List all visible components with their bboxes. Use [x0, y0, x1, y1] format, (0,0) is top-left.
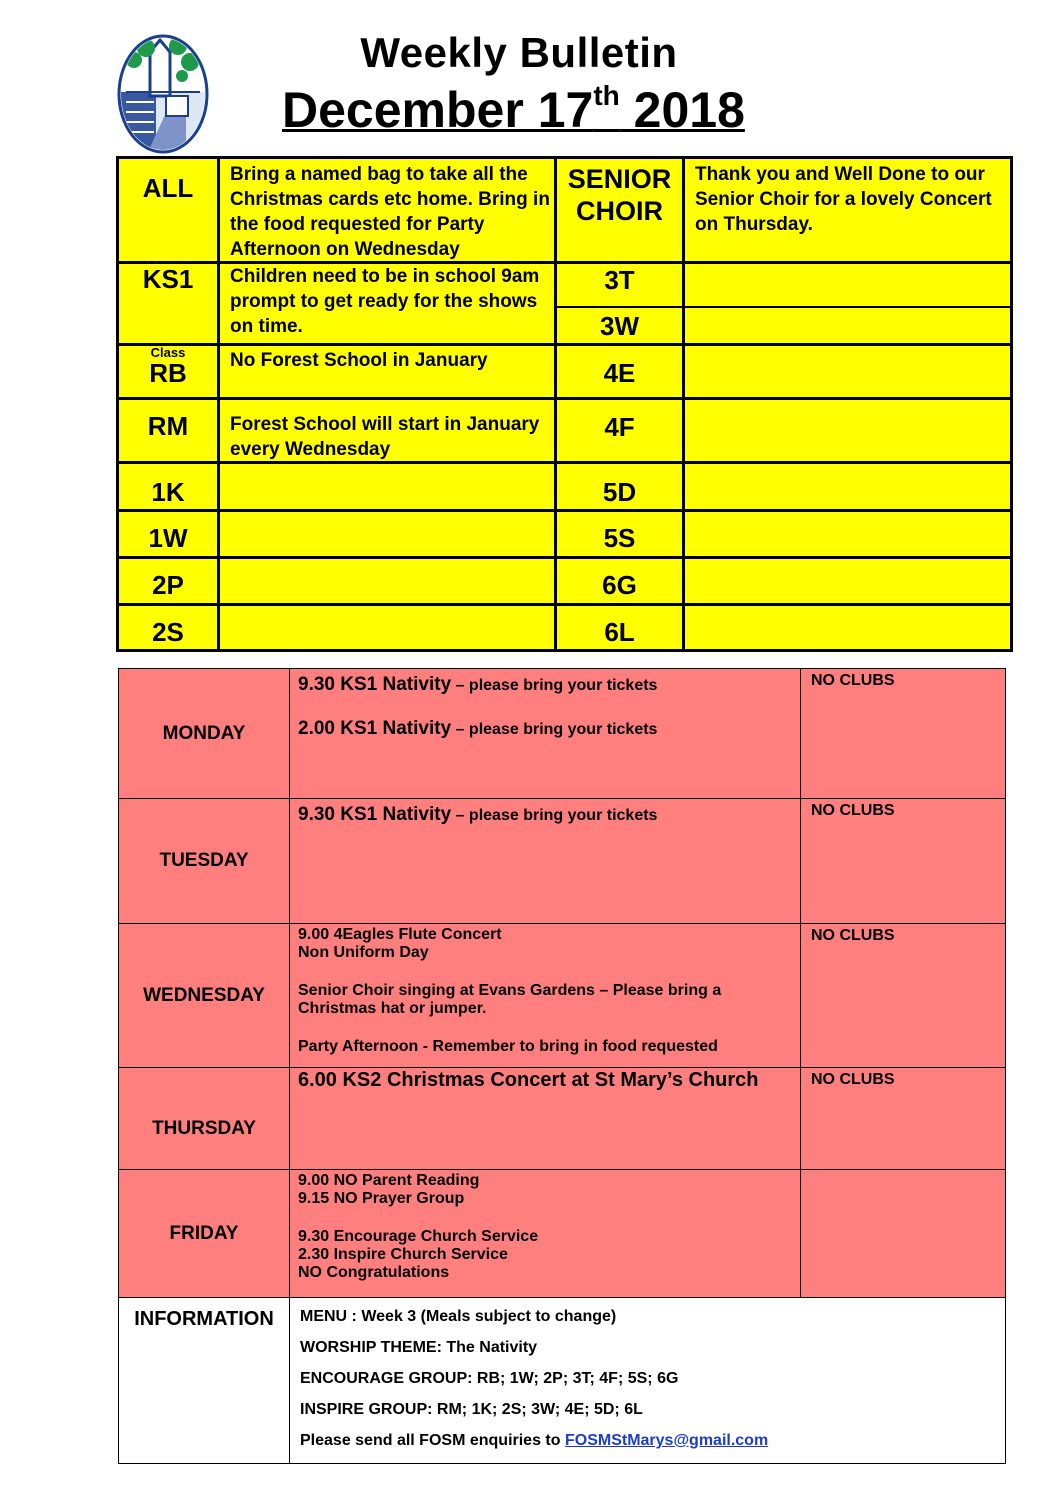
monday-event-1-note: – please bring your tickets: [451, 677, 658, 694]
information-details: [290, 1298, 1006, 1464]
thursday-events: [290, 1068, 801, 1170]
tuesday-event-1-note: – please bring your tickets: [451, 807, 658, 824]
friday-event-4: 2.30 Inspire Church Service: [298, 1246, 508, 1263]
class-2p-label: 2P: [152, 570, 184, 600]
wednesday-event-4: Party Afternoon - Remember to bring in food requested: [298, 1038, 718, 1055]
class-ks1-label: KS1: [142, 264, 194, 294]
friday-clubs: [801, 1170, 1006, 1298]
day-monday: MONDAY: [119, 669, 290, 799]
wednesday-events: [290, 924, 801, 1068]
class-4f-label: 4F: [604, 412, 635, 442]
table-row: [119, 799, 1006, 924]
monday-event-1: 9.30 KS1 Nativity: [298, 674, 452, 695]
class-rm-label: RM: [147, 411, 189, 441]
class-ks1-note: Children need to be in school 9am prompt to get ready for the shows on time.: [230, 266, 540, 337]
class-all-label: ALL: [142, 173, 194, 203]
info-worship-theme: WORSHIP THEME: The Nativity: [300, 1339, 538, 1356]
friday-event-3: 9.30 Encourage Church Service: [298, 1228, 539, 1245]
class-3t-label: 3T: [604, 265, 635, 295]
tuesday-events: [290, 799, 801, 924]
class-rb-note: No Forest School in January: [230, 350, 488, 371]
day-wednesday: WEDNESDAY: [119, 924, 290, 1068]
class-3w-label: 3W: [600, 311, 639, 341]
tuesday-event-1: 9.30 KS1 Nativity: [298, 804, 452, 825]
table-row: [119, 924, 1006, 1068]
class-rb-name: RB: [149, 358, 187, 388]
info-fosm: [300, 1432, 995, 1463]
class-5d-label: 5D: [602, 477, 637, 507]
class-4e-label: 4E: [603, 358, 636, 388]
day-friday: FRIDAY: [119, 1170, 290, 1298]
table-row: [119, 669, 1006, 799]
monday-event-2-note: – please bring your tickets: [451, 721, 658, 738]
day-thursday: THURSDAY: [119, 1068, 290, 1170]
wednesday-clubs: NO CLUBS: [801, 924, 1006, 1068]
info-inspire-group: INSPIRE GROUP: RM; 1K; 2S; 3W; 4E; 5D; 6L: [300, 1401, 643, 1418]
bulletin-date: December 17th 2018: [282, 80, 745, 138]
tuesday-clubs: NO CLUBS: [801, 799, 1006, 924]
monday-clubs: NO CLUBS: [801, 669, 1006, 799]
class-rb-label: [119, 346, 217, 386]
class-rb-prefix: Class: [150, 345, 186, 360]
monday-events: [290, 669, 801, 799]
bulletin-title: Weekly Bulletin: [360, 29, 678, 76]
table-row: [119, 1068, 1006, 1170]
class-all-note: Bring a named bag to take all the Christmas cards etc home. Bring in the food requested for Party Afternoon on Wednesday: [230, 164, 550, 260]
fosm-email-link[interactable]: FOSMStMarys@gmail.com: [564, 1432, 769, 1449]
wednesday-event-1: 9.00 4Eagles Flute Concert: [298, 926, 502, 943]
monday-event-2: 2.00 KS1 Nativity: [298, 718, 452, 739]
class-2s-label: 2S: [152, 617, 184, 647]
class-6l-label: 6L: [604, 617, 635, 647]
thursday-clubs: NO CLUBS: [801, 1068, 1006, 1170]
information-label: INFORMATION: [119, 1298, 290, 1464]
friday-event-2: 9.15 NO Prayer Group: [298, 1190, 465, 1207]
table-row: [119, 1298, 1006, 1464]
friday-events: [290, 1170, 801, 1298]
class-1k-label: 1K: [151, 477, 185, 507]
class-notices-grid: [116, 156, 1013, 652]
weekly-schedule-table: [118, 668, 1006, 1464]
class-rm-note: Forest School will start in January every Wednesday: [230, 414, 540, 460]
info-fosm-text: Please send all FOSM enquiries to: [300, 1432, 565, 1449]
day-tuesday: TUESDAY: [119, 799, 290, 924]
table-row: [119, 1170, 1006, 1298]
friday-event-1: 9.00 NO Parent Reading: [298, 1172, 480, 1189]
info-encourage-group: ENCOURAGE GROUP: RB; 1W; 2P; 3T; 4F; 5S; 6G: [300, 1370, 679, 1387]
class-6g-label: 6G: [602, 570, 637, 600]
wednesday-event-2: Non Uniform Day: [298, 944, 429, 961]
class-5s-label: 5S: [603, 523, 636, 553]
info-menu: MENU : Week 3 (Meals subject to change): [300, 1308, 617, 1325]
class-1w-label: 1W: [148, 523, 188, 553]
class-senior-choir-label: SENIOR CHOIR: [567, 164, 672, 226]
class-senior-choir-note: Thank you and Well Done to our Senior Choir for a lovely Concert on Thursday.: [695, 164, 992, 235]
thursday-event-1: 6.00 KS2 Christmas Concert at St Mary’s Church: [298, 1069, 759, 1091]
friday-event-5: NO Congratulations: [298, 1264, 450, 1281]
wednesday-event-3: Senior Choir singing at Evans Gardens – Please bring a Christmas hat or jumper.: [298, 982, 722, 1017]
